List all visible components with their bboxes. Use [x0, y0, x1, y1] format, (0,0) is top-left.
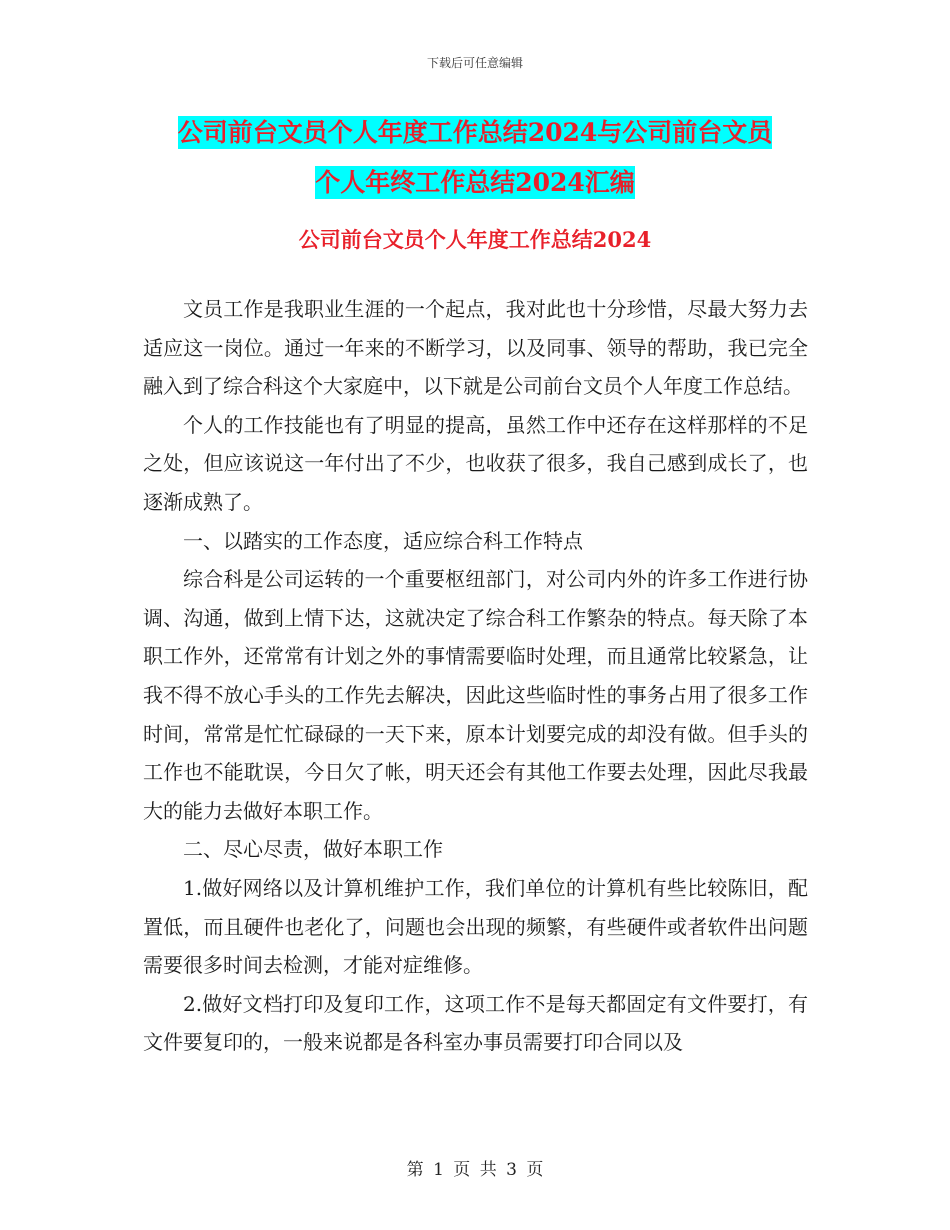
paragraph: 文员工作是我职业生涯的一个起点，我对此也十分珍惜，尽最大努力去适应这一岗位。通过一年来的不断学习，以及同事、领导的帮助，我已完全融入到了综合科这个大家庭中，以下就是公司前台文员个人年度工作总结。	[143, 297, 808, 399]
paragraph: 综合科是公司运转的一个重要枢纽部门，对公司内外的许多工作进行协调、沟通，做到上情下达，这就决定了综合科工作繁杂的特点。每天除了本职工作外，还常常有计划之外的事情需要临时处理，而且通常比较紧急，让我不得不放心手头的工作先去解决，因此这些临时性的事务占用了很多工作时间，常常是忙忙碌碌的一天下来，原本计划要完成的却没有做。但手头的工作也不能耽误，今日欠了帐，明天还会有其他工作要去处理，因此尽我最大的能力去做好本职工作。	[143, 567, 808, 823]
section-heading: 二、尽心尽责，做好本职工作	[183, 837, 443, 862]
section-title: 公司前台文员个人年度工作总结2024	[298, 227, 652, 252]
paragraph: 2.做好文档打印及复印工作，这项工作不是每天都固定有文件要打，有文件要复印的，一般来说都是各科室办事员需要打印合同以及	[143, 991, 808, 1055]
body-text	[143, 290, 808, 1062]
paragraph: 个人的工作技能也有了明显的提高，虽然工作中还存在这样那样的不足之处，但应该说这一年付出了不少，也收获了很多，我自己感到成长了，也逐渐成熟了。	[143, 412, 808, 514]
page-footer: 第 1 页 共 3 页	[406, 1160, 544, 1180]
header-note: 下载后可任意编辑	[426, 56, 523, 70]
title-line-1: 公司前台文员个人年度工作总结2024与公司前台文员	[177, 118, 773, 147]
title-line-2: 个人年终工作总结2024汇编	[315, 168, 635, 197]
document-title	[0, 108, 950, 208]
section-heading: 一、以踏实的工作态度，适应综合科工作特点	[183, 528, 583, 553]
paragraph: 1.做好网络以及计算机维护工作，我们单位的计算机有些比较陈旧，配置低，而且硬件也老化了，问题也会出现的频繁，有些硬件或者软件出问题需要很多时间去检测，才能对症维修。	[143, 875, 808, 978]
